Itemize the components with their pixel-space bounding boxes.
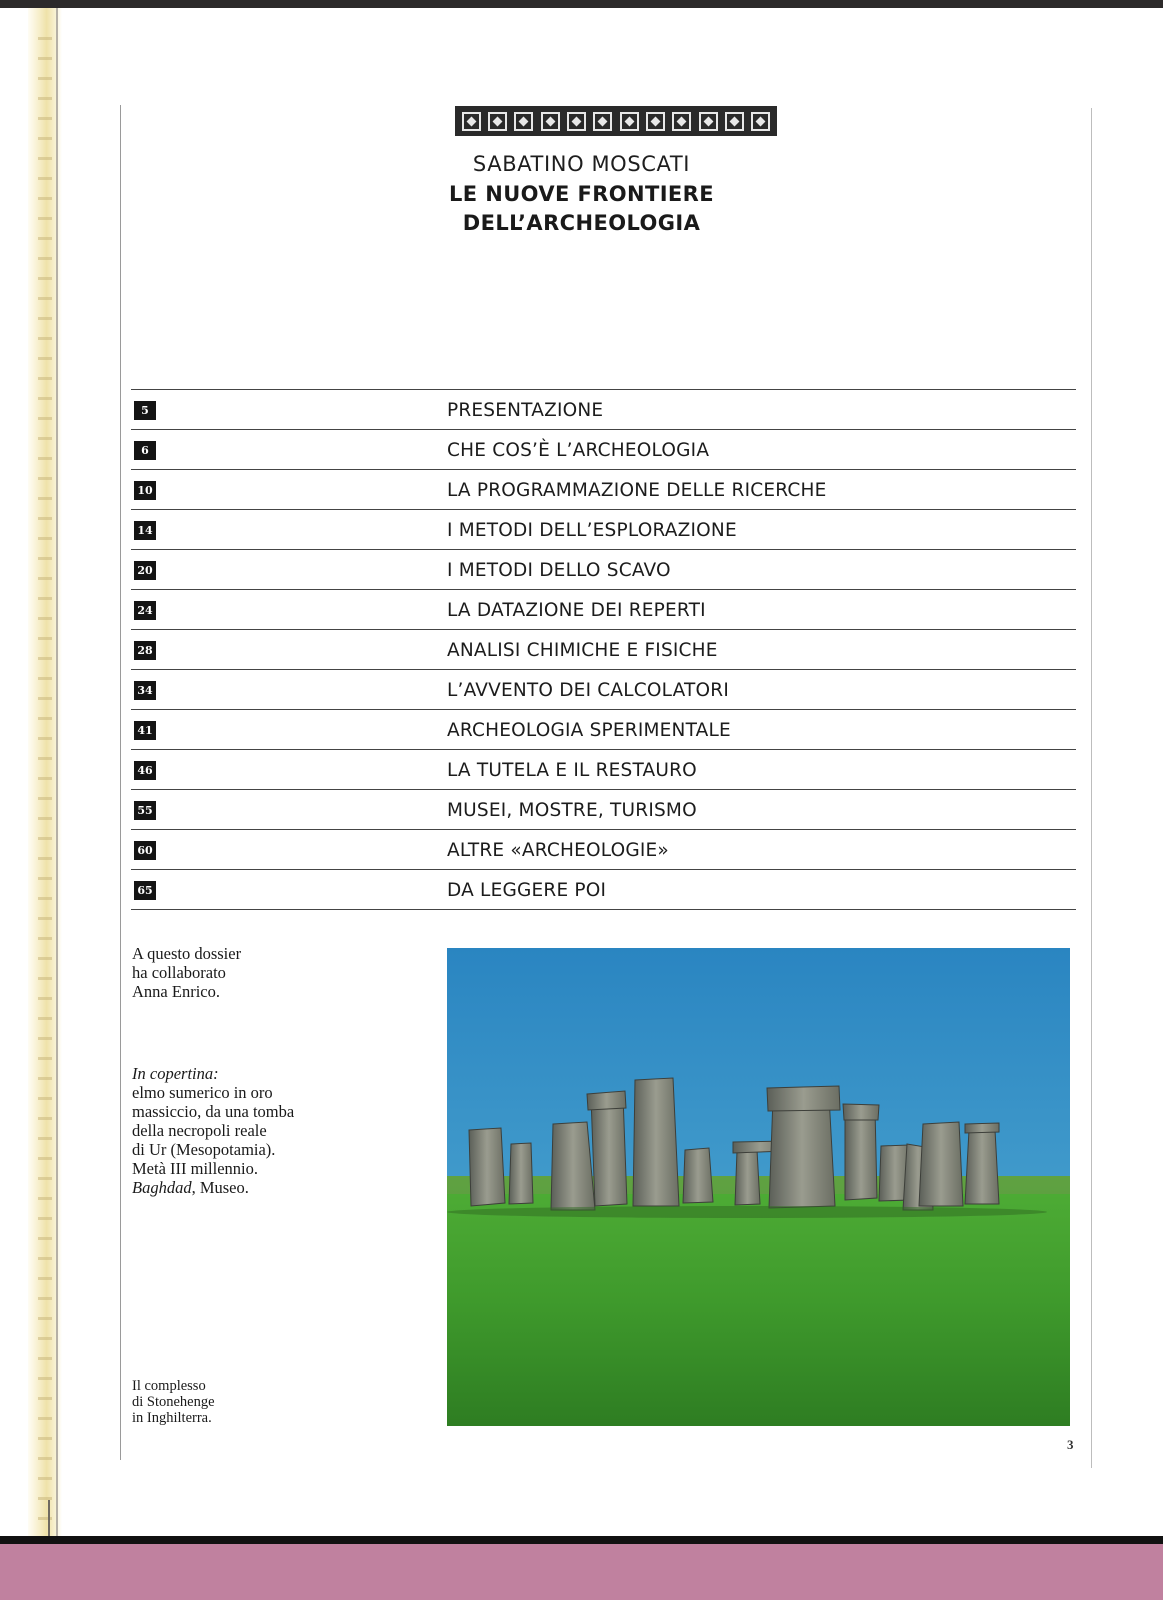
- binding-edge-bottom: [48, 1500, 50, 1540]
- photo-caption-line: Il complesso: [132, 1378, 206, 1394]
- cover-caption-line: della necropoli reale: [132, 1121, 267, 1140]
- credit-line: Anna Enrico.: [132, 982, 220, 1001]
- book-title-line-2: DELL’ARCHEOLOGIA: [462, 211, 701, 235]
- toc-entry[interactable]: [131, 750, 1076, 790]
- author-name: SABATINO MOSCATI: [472, 152, 691, 176]
- decorative-ornament-band: [455, 106, 777, 136]
- book-title: [0, 180, 1163, 238]
- bottom-edge: [0, 1536, 1163, 1544]
- ornament-motif: [725, 112, 744, 131]
- toc-entry-title: ANALISI CHIMICHE E FISICHE: [447, 640, 718, 661]
- toc-entry-title: ARCHEOLOGIA SPERIMENTALE: [447, 720, 731, 741]
- binding-holes: [38, 20, 52, 1530]
- cover-caption: [132, 1064, 294, 1197]
- page-number-badge: 6: [134, 441, 156, 460]
- photo-caption-line: in Inghilterra.: [132, 1410, 212, 1426]
- ornament-motif: [751, 112, 770, 131]
- toc-entry[interactable]: [131, 470, 1076, 510]
- page-number-badge: 65: [134, 881, 156, 900]
- ornament-motif: [514, 112, 533, 131]
- toc-entry[interactable]: [131, 590, 1076, 630]
- toc-entry-title: CHE COS’È L’ARCHEOLOGIA: [447, 440, 710, 461]
- stonehenge-photo: [447, 948, 1070, 1426]
- museum-city: Baghdad: [132, 1178, 192, 1197]
- ornament-motif: [462, 112, 481, 131]
- credit-line: A questo dossier: [132, 944, 242, 963]
- cover-caption-line: [132, 1178, 294, 1197]
- toc-entry-title: PRESENTAZIONE: [447, 400, 604, 421]
- page-number-badge: 10: [134, 481, 156, 500]
- table-of-contents: [131, 389, 1076, 910]
- page-number-badge: 28: [134, 641, 156, 660]
- page-number-badge: 5: [134, 401, 156, 420]
- toc-entry[interactable]: [131, 430, 1076, 470]
- page-number-badge: 14: [134, 521, 156, 540]
- page-number: 3: [1067, 1437, 1074, 1452]
- photo-caption: [132, 1378, 215, 1426]
- ornament-motif: [620, 112, 639, 131]
- photo-caption-line: di Stonehenge: [132, 1394, 215, 1410]
- ornament-motif: [646, 112, 665, 131]
- toc-entry[interactable]: [131, 390, 1076, 430]
- stonehenge-illustration: [447, 948, 1070, 1426]
- cover-caption-line: Metà III millennio.: [132, 1159, 259, 1178]
- credit-line: ha collaborato: [132, 963, 226, 982]
- toc-entry-title: L’AVVENTO DEI CALCOLATORI: [447, 680, 729, 701]
- toc-entry[interactable]: [131, 510, 1076, 550]
- page-number-badge: 60: [134, 841, 156, 860]
- top-edge: [0, 0, 1163, 8]
- page-number-badge: 41: [134, 721, 156, 740]
- ornament-motif: [672, 112, 691, 131]
- ornament-motif: [541, 112, 560, 131]
- toc-entry[interactable]: [131, 830, 1076, 870]
- toc-entry[interactable]: [131, 790, 1076, 830]
- toc-entry[interactable]: [131, 870, 1076, 910]
- toc-entry-title: LA DATAZIONE DEI REPERTI: [447, 600, 706, 621]
- cover-caption-line: di Ur (Mesopotamia).: [132, 1140, 276, 1159]
- toc-entry[interactable]: [131, 710, 1076, 750]
- page-number-badge: 46: [134, 761, 156, 780]
- background-surface: [0, 1544, 1163, 1600]
- ornament-motif: [699, 112, 718, 131]
- ornament-motif: [567, 112, 586, 131]
- cover-caption-heading: In copertina:: [132, 1064, 219, 1083]
- ornament-motif: [593, 112, 612, 131]
- museum-name: , Museo.: [191, 1178, 249, 1197]
- toc-entry-title: LA PROGRAMMAZIONE DELLE RICERCHE: [447, 480, 827, 501]
- toc-entry-title: I METODI DELLO SCAVO: [447, 560, 671, 581]
- toc-entry-title: ALTRE «ARCHEOLOGIE»: [447, 840, 669, 861]
- stone-shadows: [447, 1206, 1047, 1218]
- toc-entry[interactable]: [131, 630, 1076, 670]
- page-number-badge: 55: [134, 801, 156, 820]
- toc-entry-title: MUSEI, MOSTRE, TURISMO: [447, 800, 697, 821]
- toc-entry-title: LA TUTELA E IL RESTAURO: [447, 760, 697, 781]
- page-frame-right: [1091, 108, 1092, 1468]
- cover-caption-line: elmo sumerico in oro: [132, 1083, 273, 1102]
- toc-entry-title: I METODI DELL’ESPLORAZIONE: [447, 520, 737, 541]
- page-number-badge: 24: [134, 601, 156, 620]
- toc-entry[interactable]: [131, 550, 1076, 590]
- cover-caption-line: massiccio, da una tomba: [132, 1102, 295, 1121]
- credit-note: [132, 944, 241, 1001]
- toc-entry-title: DA LEGGERE POI: [447, 880, 607, 901]
- page-frame-left: [120, 105, 121, 1460]
- ornament-motif: [488, 112, 507, 131]
- toc-entry[interactable]: [131, 670, 1076, 710]
- book-title-line-1: LE NUOVE FRONTIERE: [448, 182, 714, 206]
- page-number-badge: 34: [134, 681, 156, 700]
- page-number-badge: 20: [134, 561, 156, 580]
